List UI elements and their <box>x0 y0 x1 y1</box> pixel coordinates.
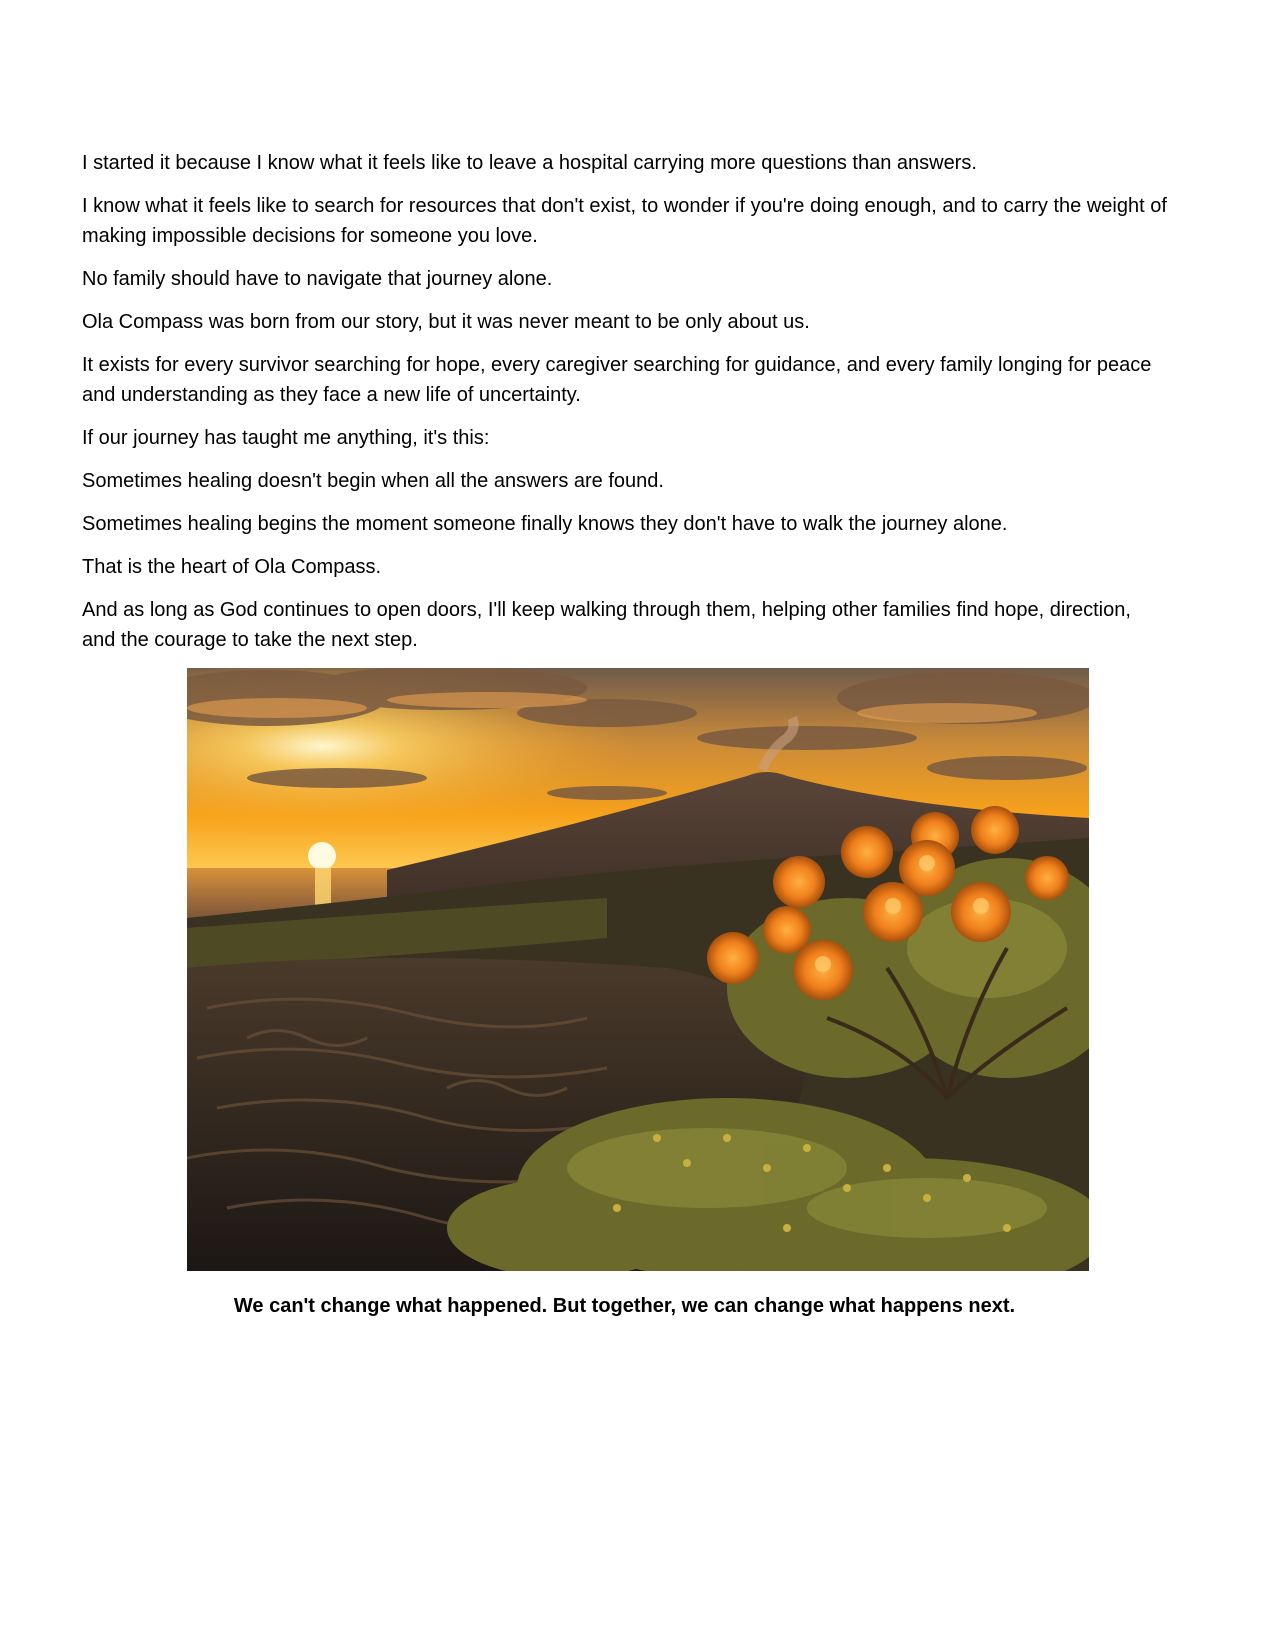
paragraph-6: If our journey has taught me anything, it's this: <box>82 427 490 449</box>
document-page <box>82 148 1167 1321</box>
image-caption: We can't change what happened. But together, we can change what happens next. <box>233 1295 1016 1317</box>
paragraph-1: I started it because I know what it feels like to leave a hospital carrying more questions than answers. <box>82 152 977 174</box>
paragraph-4: Ola Compass was born from our story, but it was never meant to be only about us. <box>82 311 810 333</box>
volcano-sunset-image <box>187 668 1089 1271</box>
paragraph-7: Sometimes healing doesn't begin when all the answers are found. <box>82 470 664 492</box>
paragraph-9: That is the heart of Ola Compass. <box>82 556 382 578</box>
paragraph-3: No family should have to navigate that journey alone. <box>82 268 553 290</box>
paragraph-2: I know what it feels like to search for resources that don't exist, to wonder if you're doing enough, and to carry the weight of making impossible decisions for someone you love. <box>82 195 1167 247</box>
paragraph-5: It exists for every survivor searching for hope, every caregiver searching for guidance, and every family longing for peace and understanding as they face a new life of uncertainty. <box>82 354 1152 406</box>
paragraph-8: Sometimes healing begins the moment someone finally knows they don't have to walk the journey alone. <box>82 513 1008 535</box>
paragraph-10: And as long as God continues to open doors, I'll keep walking through them, helping other families find hope, direction, and the courage to take the next step. <box>82 599 1131 651</box>
